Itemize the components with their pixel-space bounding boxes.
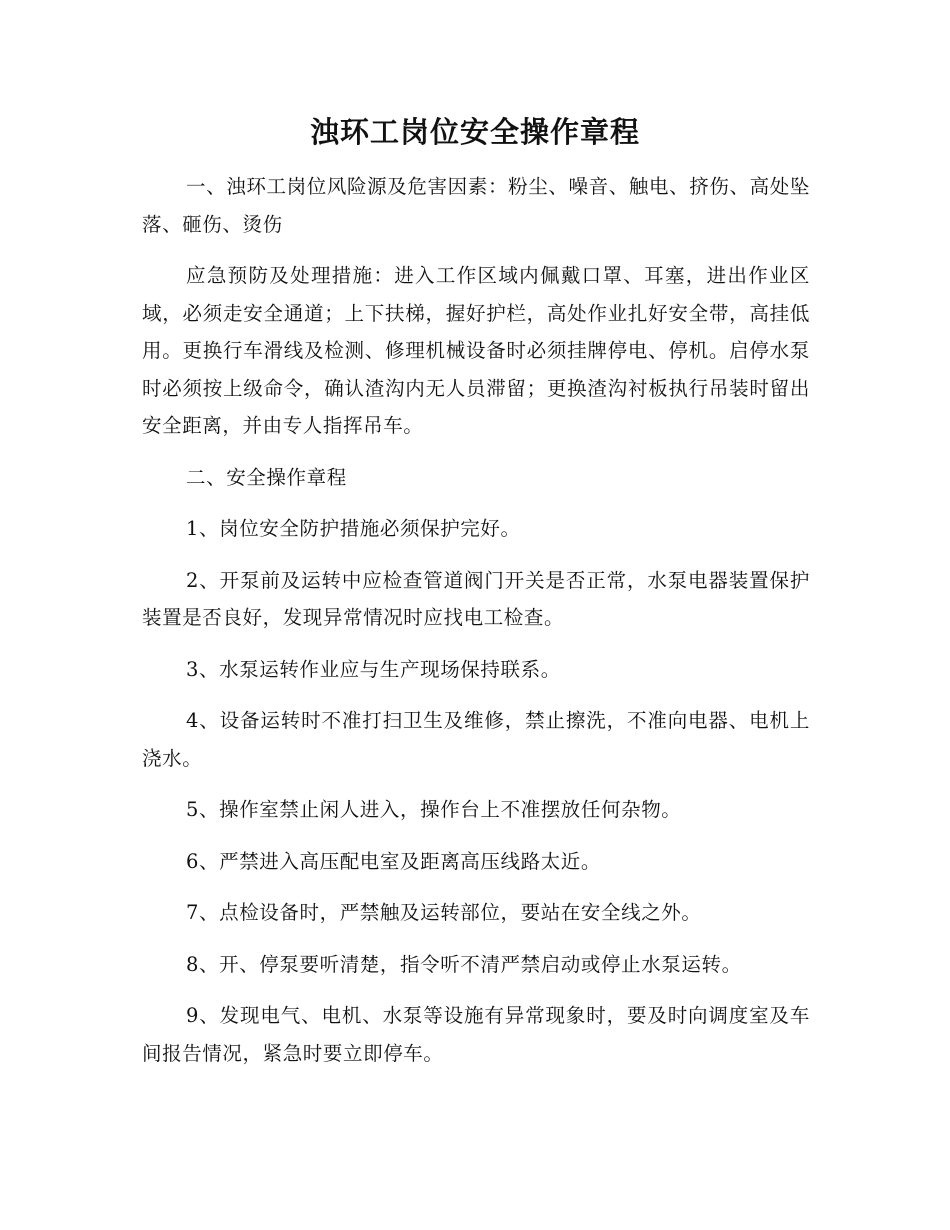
paragraph-rule-9: 9、发现电气、电机、水泵等设施有异常现象时，要及时向调度室及车间报告情况，紧急时要立即停车。 [142,1004,810,1065]
paragraph-hazards: 一、浊环工岗位风险源及危害因素：粉尘、噪音、触电、挤伤、高处坠落、砸伤、烫伤 [142,175,810,236]
paragraph-emergency-measures: 应急预防及处理措施：进入工作区域内佩戴口罩、耳塞，进出作业区域，必须走安全通道；上下扶梯，握好护栏，高处作业扎好安全带，高挂低用。更换行车滑线及检测、修理机械设备时必须挂牌停电、停机。启停水泵时必须按上级命令，确认渣沟内无人员滞留；更换渣沟衬板执行吊装时留出安全距离，并由专人指挥吊车。 [142,264,810,437]
document-title: 浊环工岗位安全操作章程 [309,115,640,149]
paragraph-rule-2: 2、开泵前及运转中应检查管道阀门开关是否正常，水泵电器装置保护装置是否良好，发现异常情况时应找电工检查。 [142,568,810,629]
document-body [142,168,810,1086]
paragraph-rule-8: 8、开、停泵要听清楚，指令听不清严禁启动或停止水泵运转。 [186,952,742,976]
paragraph-rule-3: 3、水泵运转作业应与生产现场保持联系。 [186,657,561,681]
paragraph-section-heading: 二、安全操作章程 [186,465,347,489]
paragraph-rule-6: 6、严禁进入高压配电室及距离高压线路太近。 [186,849,602,873]
paragraph-rule-1: 1、岗位安全防护措施必须保护完好。 [186,517,521,540]
paragraph-rule-4: 4、设备运转时不准打扫卫生及维修，禁止擦洗，不准向电器、电机上浇水。 [142,709,810,770]
paragraph-rule-7: 7、点检设备时，严禁触及运转部位，要站在安全线之外。 [186,901,702,924]
paragraph-rule-5: 5、操作室禁止闲人进入，操作台上不准摆放任何杂物。 [186,798,682,821]
